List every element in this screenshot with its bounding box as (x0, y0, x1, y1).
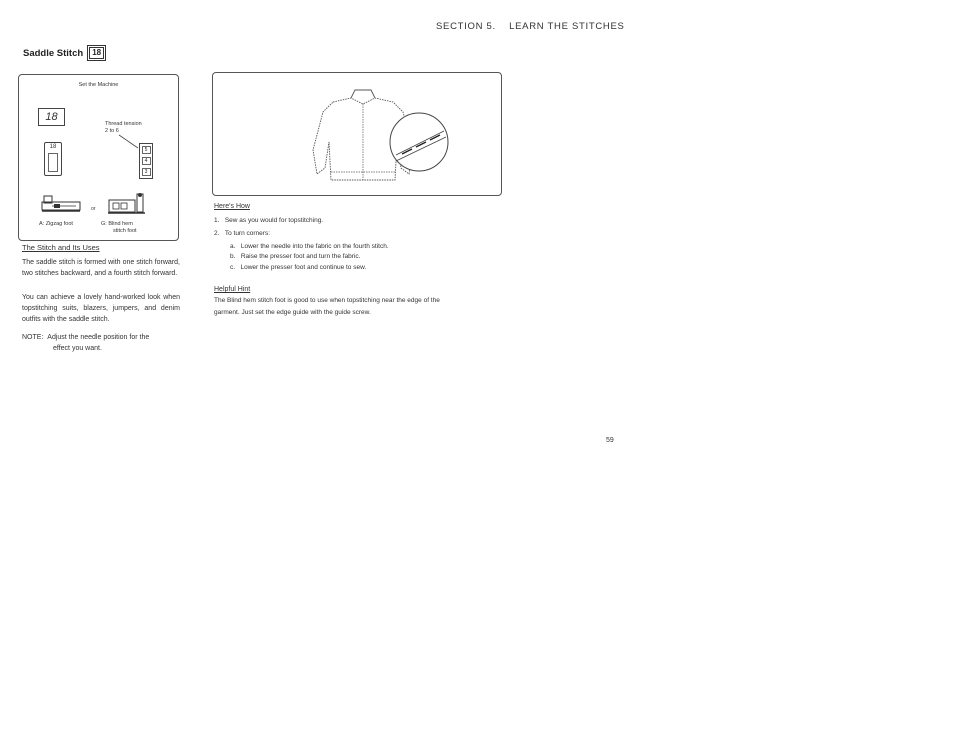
step-1-number: 1. (214, 217, 220, 224)
how-step-1 (214, 217, 323, 224)
how-step-2 (214, 230, 270, 237)
hint-line-2: garment. Just set the edge guide with the guide screw. (214, 309, 371, 316)
tension-mark: 3 (142, 168, 151, 176)
uses-heading: The Stitch and Its Uses (22, 243, 100, 252)
thread-tension-label (105, 121, 151, 134)
sub-b-text: Raise the presser foot and turn the fabric. (240, 253, 361, 260)
sub-c-label: c. (230, 264, 236, 271)
sub-b-label: b. (230, 253, 236, 260)
or-label: or (91, 206, 96, 212)
note-line-1 (22, 334, 149, 341)
how-sub-a (230, 243, 389, 250)
step-2-number: 2. (214, 230, 220, 237)
note-text-1: Adjust the needle position for the (47, 334, 150, 341)
hint-heading: Helpful Hint (214, 286, 251, 293)
stitch-display: 18 (38, 108, 65, 126)
how-sub-c (230, 264, 366, 271)
blind-hem-foot-icon (107, 192, 147, 216)
sub-a-label: a. (230, 243, 236, 250)
tension-mark: 5 (142, 146, 151, 154)
section-title: LEARN THE STITCHES (509, 21, 625, 32)
sub-c-text: Lower the presser foot and continue to sew. (240, 264, 367, 271)
zigzag-foot-icon (40, 192, 84, 214)
foot-a-caption: A: Zigzag foot (39, 221, 73, 227)
machine-setting-panel (18, 74, 179, 241)
thread-tension-text: Thread tension (105, 121, 142, 127)
thread-tension-value: 2 to 6 (105, 127, 119, 134)
stitch-title: Saddle Stitch (23, 47, 84, 59)
pattern-dial (44, 142, 62, 176)
foot-g-caption-line2: stitch foot (113, 227, 137, 234)
uses-paragraph-2: You can achieve a lovely hand-worked look when topstitching suits, blazers, jumpers, and denim outfits with the saddle stitch. (22, 294, 180, 323)
how-heading: Here's How (214, 203, 250, 210)
section-header (436, 21, 625, 32)
set-machine-label: Set the Machine (78, 82, 119, 88)
tension-mark: 4 (142, 157, 151, 165)
note-text-2: effect you want. (53, 345, 102, 352)
page-number: 59 (606, 437, 614, 444)
sub-a-text: Lower the needle into the fabric on the fourth stitch. (240, 243, 389, 250)
stitch-magnifier-icon (388, 111, 450, 173)
uses-paragraph-1: The saddle stitch is formed with one stitch forward, two stitches backward, and a fourth stitch forward. (22, 259, 180, 277)
step-1-text: Sew as you would for topstitching. (224, 217, 324, 224)
step-2-text: To turn corners: (224, 230, 271, 237)
section-number: SECTION 5. (436, 21, 496, 32)
hint-line-1: The Blind hem stitch foot is good to use when topstitching near the edge of the (214, 297, 440, 304)
pattern-dial-window (48, 153, 58, 172)
note-label: NOTE: (22, 334, 44, 341)
foot-g-caption-line1: G: Blind hem (101, 221, 133, 227)
stitch-number-badge: 18 (89, 47, 104, 59)
stitch-title-row (23, 47, 104, 59)
pattern-dial-number: 18 (49, 144, 57, 150)
tension-dial (139, 143, 153, 179)
foot-g-caption (101, 221, 137, 234)
how-sub-b (230, 253, 360, 260)
illustration-panel (212, 72, 502, 196)
